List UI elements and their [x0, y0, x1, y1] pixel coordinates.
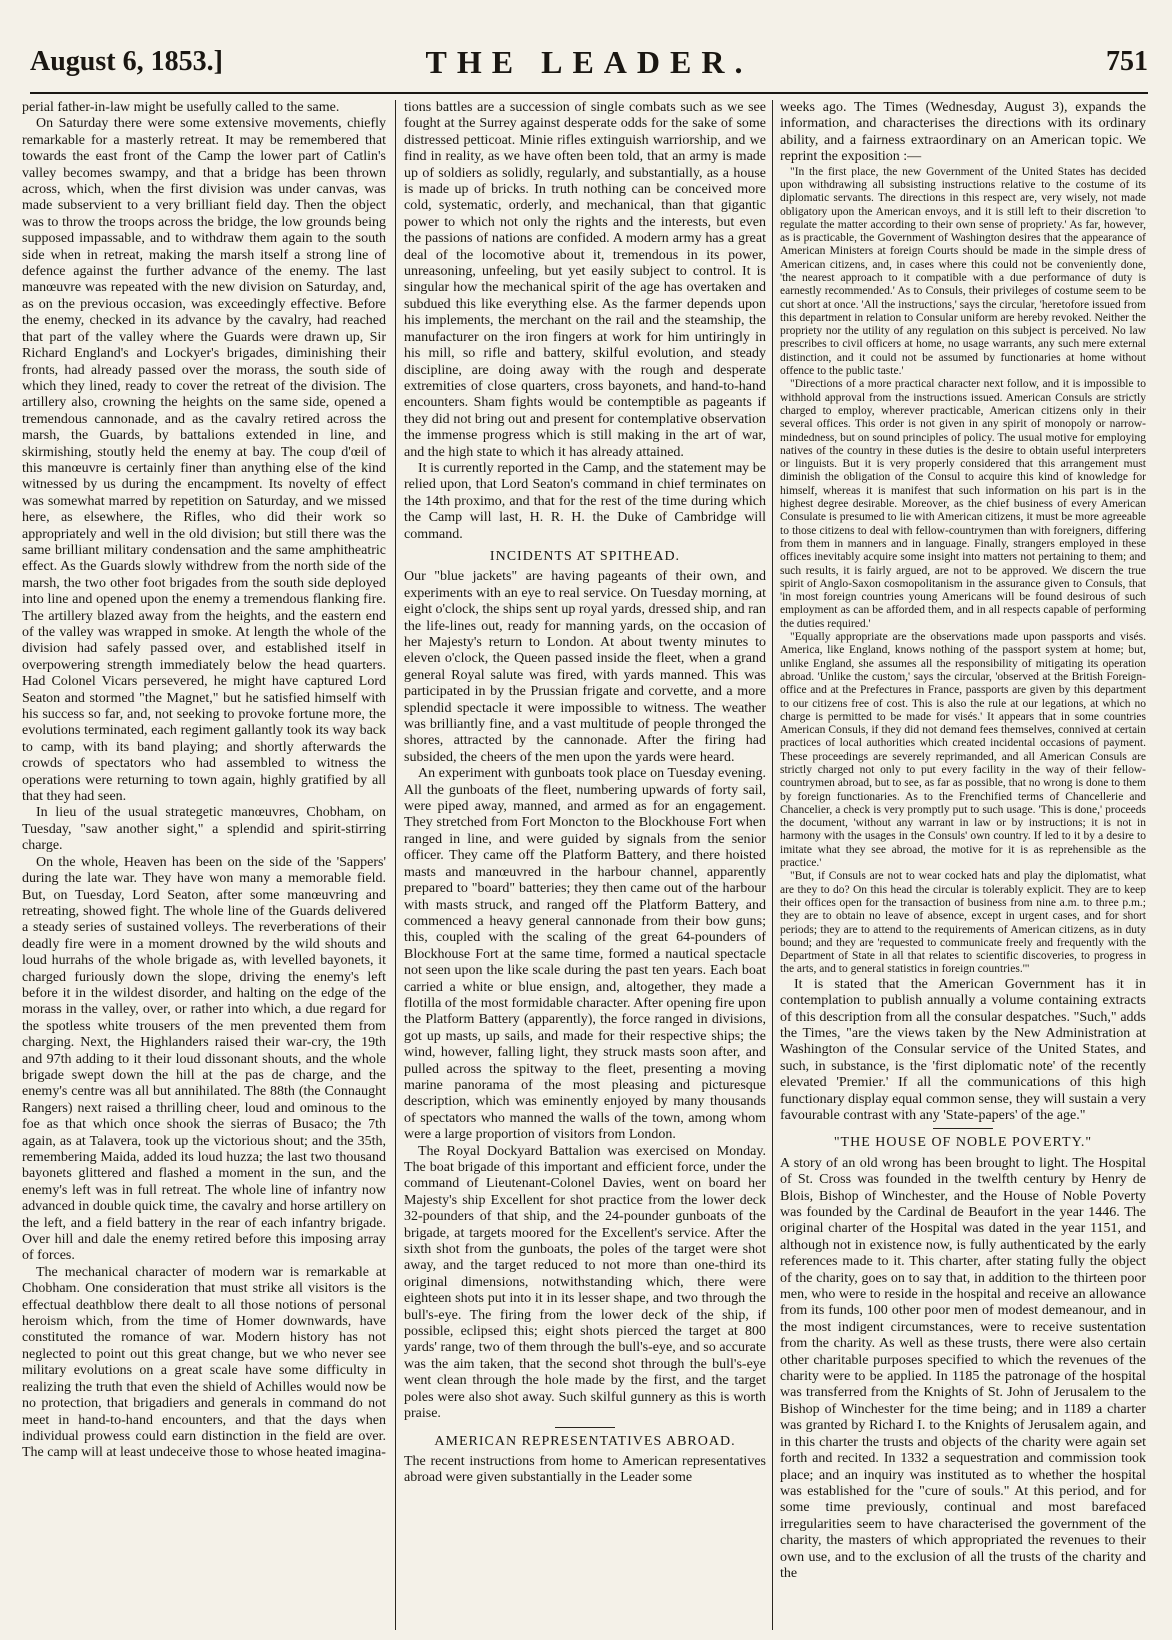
quoted-paragraph: "Equally appropriate are the observations made upon passports and visés. America, like England, knows nothing of the passport system at home; but, unlike England, she assumes all the responsibility of mitigating its operation abroad. 'Unlike the custom,' says the circular, 'observed at the British Foreign-office and at the Prefectures in France, passports are given by this department to our citizens free of cost. This is also the rule at our legations, at which no charge is permitted to be made for visés.' It appears that in some countries American Consuls, if they did not demand fees themselves, connived at certain practices of local authorities which created incidental occasions of payment. These proceedings are severely reprimanded, and all American Consuls are strictly charged not only to put every facility in the way of their fellow-countrymen abroad, but to see, as far as possible, that no wrong is done to them by foreign functionaries. As to the Frenchified terms of Chancellerie and Chancelier, a check is very promptly put to such usage. 'This is done,' proceeds the document, 'without any warrant in law or by instructions; it is not in harmony with the usages in the Consuls' own country. If led to it by a desire to imitate what they see abroad, the motive for it is as reprehensible as the practice.': [780, 631, 1146, 870]
article-paragraph: It is stated that the American Government has it in contemplation to publish annually a volume containing extracts of this description from all the consular despatches. "Such," adds the Times, "are the views taken by the New Administration at Washington of the Consular service of the United States, and such, in substance, is the 'first diplomatic note' of the recently elevated 'Premier.' If all the communications of this high functionary display equal common sense, they will sustain a very favourable contrast with any 'State-papers' of the age.": [780, 976, 1146, 1123]
article-paragraph: On Saturday there were some extensive movements, chiefly remarkable for a masterly retreat. It may be remembered that towards the east front of the Camp the lower part of Catlin's valley becomes swampy, and that a bridge has been thrown across, which, when the first division was under canvas, was made subservient to a very brilliant field day. Then the object was to throw the troops across the bridge, the low grounds being supposed impassable, and to withdraw them again to the south side when in retreat, making the marsh itself a strong line of defence against the further advance of the enemy. The last manœuvre was repeated with the new division on Saturday, and, as on the previous occasion, was exceedingly effective. Before the enemy, checked in its advance by the cavalry, had reached that part of the valley where the Guards were drawn up, Sir Richard England's and Lockyer's brigades, diminishing their fronts, had already passed over the morass, the south side of which they lined, ready to cover the retreat of the division. The artillery also, crowning the heights on the same side, opened a tremendous cannonade, and as the cavalry retired across the marsh, the Guards, by battalions extended in line, and skirmishing, stoutly held the enemy at bay. The coup d'œil of this manœuvre is certainly finer than anything else of the kind witnessed by us during the encampment. Its novelty of effect was somewhat marred by repetition on Saturday, and we missed here, as elsewhere, the Rifles, who did their work so appropriately and well in the old division; but still there was the same brilliant military condensation and the same amphitheatric effect. As the Guards slowly withdrew from the north side of the marsh, the two other foot brigades from the south side deployed into line and opened upon the enemy a tremendous flanking fire. The artillery blazed away from the heights, and the eastern end of the valley was wrapped in smoke. At length the whole of the division had safely passed over, and established itself in overpowering strength immediately below the head quarters. Had Colonel Vicars persevered, he might have captured Lord Seaton and stormed "the Magnet," but he satisfied himself with his success so far, and, not seeking to provoke fortune more, the evolutions terminated, each regiment gallantly took its way back to camp, with its band playing; and shortly afterwards the crowds of spectators who had assembled to witness the operations were returning to town again, highly gratified by all that they had seen.: [22, 116, 386, 805]
quoted-paragraph: "In the first place, the new Government of the United States has decided upon withdrawing all subsisting instructions relative to the costume of its diplomatic servants. The directions in this respect are, very wisely, not made obligatory upon the American envoys, and it is still left to their discretion 'to regulate the matter according to their own sense of propriety.' As far, however, as is practicable, the Government of Washington desires that the appearance of American Ministers at foreign Courts should be made in the simple dress of American citizens, and, in cases where this could not be conveniently done, 'the nearest approach to it compatible with a due performance of duty is earnestly recommended.' As to Consuls, their privileges of costume seem to be cut short at once. 'All the instructions,' says the circular, 'heretofore issued from this department in relation to Consular uniform are hereby revoked. Neither the propriety nor the utility of any regulation on this subject is perceived. No law prescribes to civil officers at home, no usage warrants, any such mere external distinction, and it could not be assumed by functionaries at home without offence to the public taste.': [780, 165, 1146, 378]
article-paragraph: The recent instructions from home to American representatives abroad were given substantially in the Leader some: [404, 1453, 766, 1486]
quoted-paragraph: "But, if Consuls are not to wear cocked hats and play the diplomatist, what are they to do? On this head the circular is tolerably explicit. They are to keep their offices open for the transaction of business from nine a.m. to three p.m.; they are to obtain no leave of absence, except in urgent cases, and for short periods; they are to attend to the requirements of American citizens, as in duty bound; and they are 'requested to communicate freely and frequently with the Department of State in all that relates to scientific discoveries, to progress in the arts, and to general statistics in foreign countries.'": [780, 870, 1146, 976]
article-paragraph: It is currently reported in the Camp, and the statement may be relied upon, that Lord Seaton's command in chief terminates on the 14th proximo, and that for the rest of the time during which the Camp will last, H. R. H. the Duke of Cambridge will command.: [404, 460, 766, 542]
quoted-paragraph: "Directions of a more practical character next follow, and it is impossible to withhold approval from the instructions issued. American Consuls are strictly charged to employ, wherever practicable, American citizens only in their several offices. This order is not given in any spirit of monopoly or narrow-mindedness, but on sound principles of policy. The usual motive for employing natives of the country in these duties is the desire to obtain useful interpreters or linguists. But it is very properly considered that this arrangement must diminish the obligation of the Consul to acquire this kind of knowledge for himself, whereas it is manifest that such information on his part is in the highest degree desirable. Moreover, as the chief business of every American Consulate is presumed to lie with American citizens, it must be more agreeable to those citizens to deal with fellow-countrymen than with foreigners, differing from them in manners and in language. Finally, strangers employed in these offices inevitably acquire some insight into matters not pertaining to them; and such results, it is fairly argued, are not to be approved. We discern the true spirit of Anglo-Saxon cosmopolitanism in the assurance given to Consuls, that 'in most foreign countries young Americans will be found desirous of such employment as can be afforded them, and in all respects capable of performing the duties required.': [780, 378, 1146, 630]
column-divider: [395, 100, 396, 1630]
article-paragraph: An experiment with gunboats took place on Tuesday evening. All the gunboats of the fleet, numbering upwards of forty sail, were piped away, manned, and armed as for an engagement. They stretched from Fort Moncton to the Blockhouse Fort when ranged in line, and were guided by signals from the senior officer. They came off the Platform Battery, and there hoisted masts and manœuvred in the harbour channel, apparently prepared to "board" batteries; they then came out of the harbour with masts struck, and ranged off the Platform Battery, and commenced a heavy general cannonade from their bow guns; this, coupled with the scaling of the great 64-pounders of Blockhouse Fort at the same time, formed a nautical spectacle not seen upon the like scale during the past ten years. Each boat carried a white or blue ensign, and, altogether, they made a flotilla of the most formidable character. After opening fire upon the Platform Battery (apparently), the force ranged in divisions, got up masts, up sails, and made for their respective ships; the wind, however, falling light, they struck masts soon after, and pulled across the spitway to the fleet, presenting a moving marine panorama of the most pleasing and picturesque description, which was eminently enjoyed by many thousands of spectators who manned the walls of the town, among whom were a large proportion of visitors from London.: [404, 766, 766, 1143]
section-divider: [933, 1128, 993, 1129]
heading-american-representatives: AMERICAN REPRESENTATIVES ABROAD.: [434, 1433, 736, 1449]
article-paragraph: tions battles are a succession of single combats such as we see fought at the Surrey against desperate odds for the sake of some distressed petticoat. Minie rifles extinguish warriorship, and we find in reality, as we have often been told, that an army is made up of soldiers as solidly, regularly, and substantially, as a house is made up of bricks. In truth nothing can be conceived more cold, systematic, orderly, and mechanical, than that gigantic power to which not only the rights and the interests, but even the passions of nations are confided. A modern army has a great deal of the locomotive about it, tremendous in its power, unreasoning, unfeeling, but yet easily subject to control. It is singular how the mechanical spirit of the age has overtaken and subdued this like everything else. As the farmer depends upon his implements, the merchant on the rail and the steamship, the manufacturer on the iron fingers at work for him untiringly in his mill, so rifle and battery, skilful evolution, and steady discipline, are doing away with the rough and desperate extremities of close quarters, cross bayonets, and hand-to-hand encounters. Sham fights would be contemptible as pageants if they did not bring out and present for contemplative observation the immense progress which is still making in the art of war, and the high state to which it has already attained.: [404, 100, 766, 460]
masthead-rule: [30, 92, 1148, 94]
heading-noble-poverty: "THE HOUSE OF NOBLE POVERTY.": [833, 1135, 1093, 1151]
article-paragraph: A story of an old wrong has been brought to light. The Hospital of St. Cross was founded in the twelfth century by Henry de Blois, Bishop of Winchester, and the House of Noble Poverty was founded by the Cardinal de Beaufort in the year 1446. The original charter of the Hospital was dated in the year 1151, and although not in existence now, is fully authenticated by the early references made to it. This charter, after stating fully the object of the charity, goes on to say that, in addition to the thirteen poor men, who were to reside in the hospital and receive an allowance from its funds, 100 other poor men of modest demeanour, and in the most indigent circumstances, were to receive sustentation from the charity. As well as these trusts, there were also certain other charitable purposes specified to which the revenues of the charity were to be applied. In 1185 the patronage of the hospital was transferred from the Knights of St. John of Jerusalem to the Bishop of Winchester for the time being; and in 1189 a charter was granted by Richard I. to the Knights of Jerusalem again, and in this charter the trusts and objects of the charity were again set forth and recited. In 1332 a sequestration and commission took place; and an inquiry was instituted as to whether the hospital was established for the "cure of souls." At this period, and for some time previously, continual and most barefaced irregularities seem to have characterised the government of the charity, the masters of which appropriated the revenues to their own use, and to the exclusion of all the trusts of the charity and the: [780, 1155, 1146, 1581]
masthead: [30, 40, 1148, 90]
article-paragraph: Our "blue jackets" are having pageants of their own, and experiments with an eye to real service. On Tuesday morning, at eight o'clock, the ships sent up royal yards, dressed ship, and ran the life-lines out, ready for manning yards, on the occasion of her Majesty's return to London. At about twenty minutes to eleven o'clock, the Queen passed inside the fleet, when a grand general Royal salute was fired, with yards manned. This was participated in by the Prussian frigate and corvette, and a more splendid spectacle it were impossible to witness. The weather was brilliantly fine, and a vast multitude of people thronged the shores, attracted by the cannonade. After the firing had subsided, the cheers of the men upon the yards were heard.: [404, 569, 766, 765]
issue-date: August 6, 1853.]: [30, 46, 223, 77]
page-number: 751: [1106, 46, 1148, 77]
section-divider: [555, 1427, 615, 1428]
newspaper-title: THE LEADER.: [425, 44, 753, 80]
heading-spithead: INCIDENTS AT SPITHEAD.: [489, 548, 681, 564]
article-paragraph: perial father-in-law might be usefully called to the same.: [22, 100, 340, 115]
column-3: [780, 100, 1146, 1632]
article-paragraph: The mechanical character of modern war is remarkable at Chobham. One consideration that must strike all visitors is the effectual deathblow there dealt to all those notions of personal heroism which, from the time of Homer downwards, have constituted the romance of war. Modern history has not neglected to point out this great change, but we who never see military evolutions on a great scale have some difficulty in realizing the truth that even the shield of Achilles would now be no protection, that brigadiers and generals in command do not meet in hand-to-hand encounters, and that the days when individual prowess could earn distinction in the field are over. The camp will at least undeceive those to whose heated imagina-: [22, 1264, 386, 1461]
article-paragraph: weeks ago. The Times (Wednesday, August 3), expands the information, and characterises the directions with its ordinary ability, and a fairness extraordinary on an American topic. We reprint the exposition :—: [780, 100, 1146, 165]
column-1: [22, 100, 386, 1632]
column-2: [404, 100, 766, 1632]
article-paragraph: The Royal Dockyard Battalion was exercised on Monday. The boat brigade of this important and efficient force, under the command of Lieutenant-Colonel Davies, went on board her Majesty's ship Excellent for shot practice from the lower deck 32-pounders of that ship, and the 24-pounder gunboats of the brigade, at targets moored for the Excellent's service. After the sixth shot from the gunboats, the poles of the target were shot away, and the target reduced to not more than one-third its original dimensions, notwithstanding which, there were eighteen shots put into it in its lesser shape, and two through the bull's-eye. The firing from the lower deck of the ship, if possible, eclipsed this; eight shots pierced the target at 800 yards' range, two of them through the bull's-eye, and so accurate was the aim taken, that the second shot through the bull's-eye went clean through the hole made by the first, and the target poles were also shot away. Such skilful gunnery as this is worth praise.: [404, 1143, 766, 1422]
article-paragraph: On the whole, Heaven has been on the side of the 'Sappers' during the late war. They have won many a memorable field. But, on Tuesday, Lord Seaton, after some manœuvring and retreating, showed fight. The whole line of the Guards delivered a steady series of sustained volleys. The reverberations of their deadly fire were in a moment drowned by the wild shouts and loud hurrahs of the whole brigade as, with levelled bayonets, it charged furiously down the slope, driving the enemy's left before it in the wildest disorder, and halting on the edge of the morass in the valley, over, or rather into which, a due regard for the spotless white trousers of the men prevented them from charging. Next, the Highlanders raised their war-cry, the 19th and 97th adding to it their loud dissonant shouts, and the whole brigade swept down the hill at the pas de charge, and the enemy's centre was all but annihilated. The 88th (the Connaught Rangers) next raised a thrilling cheer, loud and ominous to the foe as that which once shook the sierras of Busaco; the 7th again, as at Talavera, took up the victorious shout; and the 35th, remembering Maida, added its loud huzza; the last two thousand bayonets glittered and flashed a moment in the sun, and the enemy's left was in full retreat. The whole line of infantry now advanced in double quick time, the cavalry and horse artillery on the left, and a field battery in the rear of each infantry brigade. Over hill and dale the enemy retired before this imposing array of forces.: [22, 854, 386, 1264]
article-paragraph: In lieu of the usual strategetic manœuvres, Chobham, on Tuesday, "saw another sight," a splendid and spirit-stirring charge.: [22, 805, 386, 854]
column-divider: [772, 100, 773, 1630]
